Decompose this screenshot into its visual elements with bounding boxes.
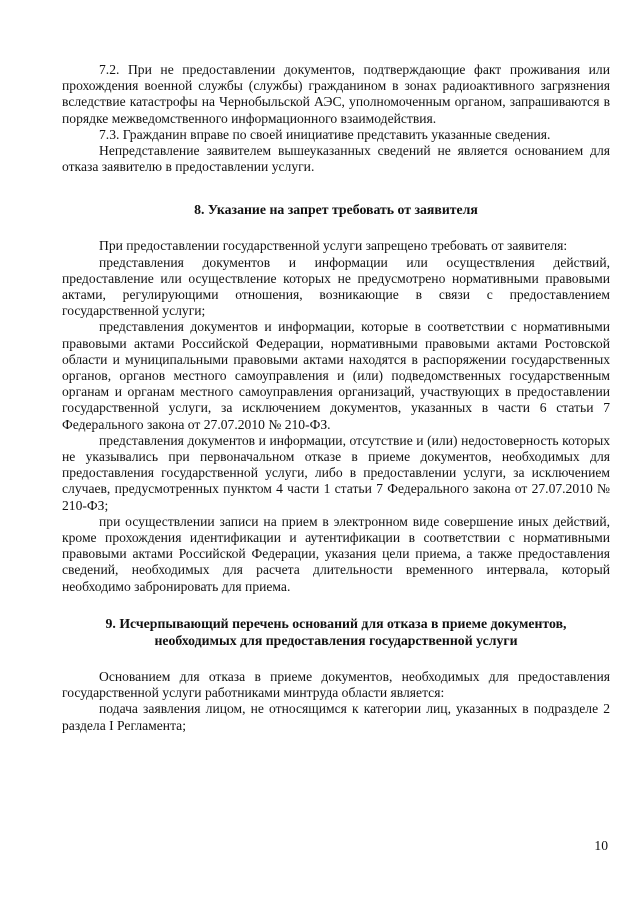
section-8-heading: 8. Указание на запрет требовать от заявителя — [194, 202, 478, 218]
paragraph-7-3: 7.3. Гражданин вправе по своей инициативе представить указанные сведения. — [99, 126, 551, 142]
section-8-item-4: при осуществлении записи на прием в электронном виде совершение иных действий, кроме прохождения идентификации и аутентификации в соответствии с нормативными правовыми актами Российской Федерации, указания цели приема, а также предоставления сведений, необходимых для расчета длительности временного интервала, который необходимо забронировать для приема. — [62, 513, 610, 594]
section-8-item-2: представления документов и информации, которые в соответствии с нормативными правовыми актами Российской Федерации, нормативными правовыми актами Ростовской области и муниципальными правовыми актами находятся в распоряжении государственных органов, органов местного самоуправления и (или) подведомственных государственным органам и органам местного самоуправления организаций, участвующих в предоставлении государственной услуги, за исключением документов, указанных в части 6 статьи 7 Федерального закона от 27.07.2010 № 210-ФЗ. — [62, 319, 610, 432]
section-8-intro: При предоставлении государственной услуги запрещено требовать от заявителя: — [99, 238, 568, 254]
section-8-item-3: представления документов и информации, отсутствие и (или) недостоверность которых не указывались при первоначальном отказе в приеме документов, необходимых для предоставления государственной услуги, либо в предоставлении услуги, за исключением случаев, предусмотренных пунктом 4 части 1 статьи 7 Федерального закона от 27.07.2010 № 210-ФЗ; — [62, 432, 610, 513]
section-9-heading — [62, 615, 610, 649]
section-9-heading-line-2: необходимых для предоставления государственной услуги — [154, 632, 518, 648]
document-page — [62, 62, 610, 734]
page-number: 10 — [594, 838, 608, 853]
section-9-item-1: подача заявления лицом, не относящимся к категории лиц, указанных в подразделе 2 раздела I Регламента; — [62, 701, 610, 733]
section-9-intro: Основанием для отказа в приеме документов, необходимых для предоставления государственной услуги работниками минтруда области является: — [62, 668, 610, 701]
section-8-item-1: представления документов и информации или осуществления действий, предоставление или осуществление которых не предусмотрено нормативными правовыми актами, регулирующими отношения, возникающие в связи с предоставлением государственной услуги; — [62, 254, 610, 319]
paragraph-non-submission: Непредставление заявителем вышеуказанных сведений не является основанием для отказа заявителю в предоставлении услуги. — [62, 143, 610, 175]
paragraph-7-2: 7.2. При не предоставлении документов, подтверждающие факт проживания или прохождения военной службы (службы) гражданином в зонах радиоактивного загрязнения вследствие катастрофы на Чернобыльской АЭС, уполномоченным органом, запрашиваются в порядке межведомственного информационного взаимодействия. — [62, 62, 610, 126]
section-9-heading-line-1: 9. Исчерпывающий перечень оснований для отказа в приеме документов, — [105, 615, 567, 631]
